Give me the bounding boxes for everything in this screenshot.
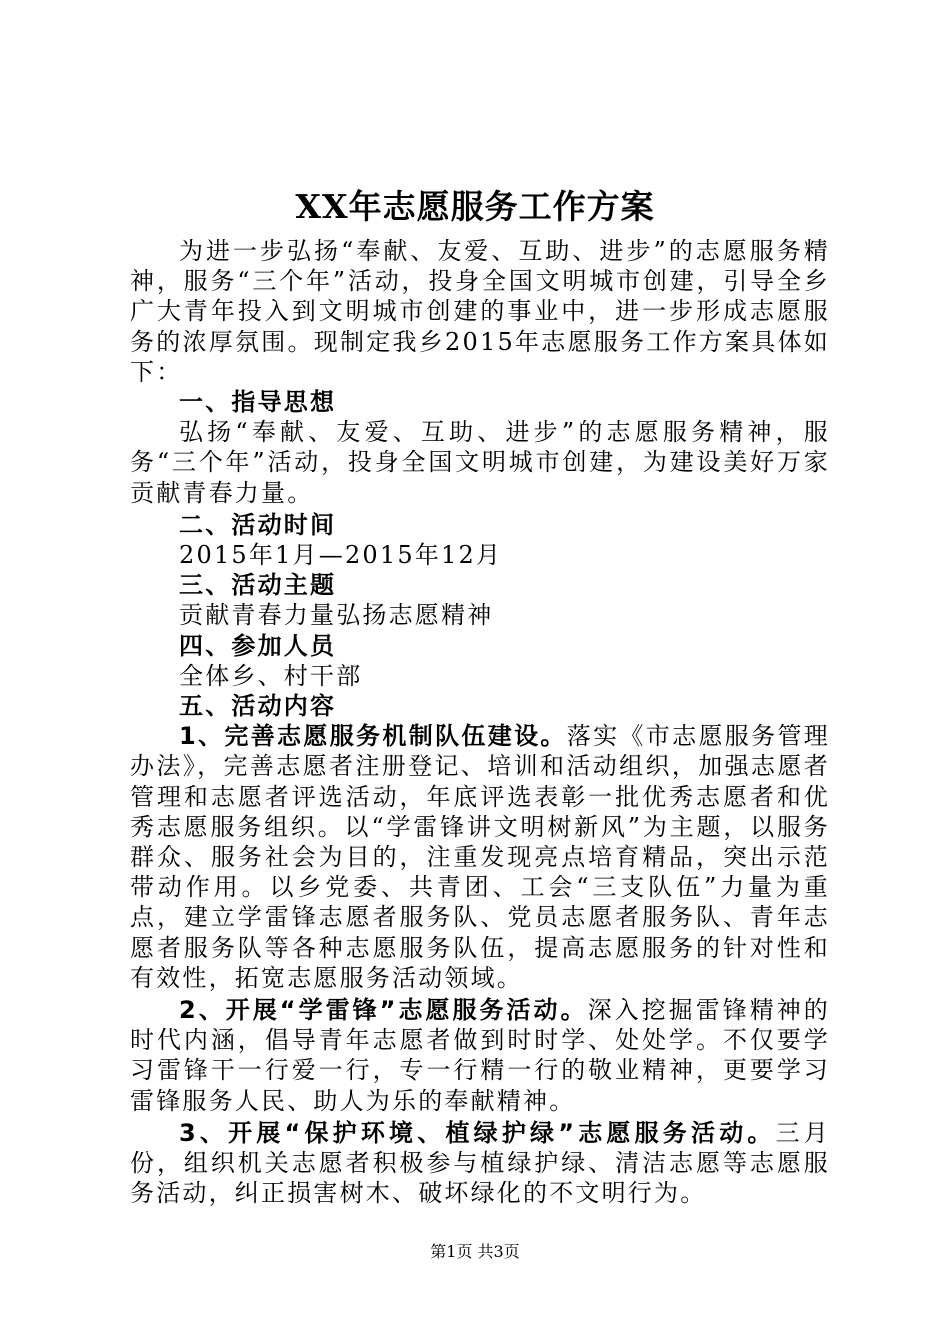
document-title: XX年志愿服务工作方案 <box>295 187 655 226</box>
section-text-theme: 贡献青春力量弘扬志愿精神 <box>179 601 494 630</box>
content-item <box>130 1118 830 1209</box>
content-item-lead: 1、完善志愿服务机制队伍建设。 <box>179 722 567 751</box>
content-item-lead: 3、开展“保护环境、植绿护绿”志愿服务活动。 <box>179 1118 776 1147</box>
section-heading-content: 五、活动内容 <box>179 692 337 721</box>
section-heading-theme: 三、活动主题 <box>179 571 337 600</box>
section-heading-time: 二、活动时间 <box>179 510 337 539</box>
section-text-participants: 全体乡、村干部 <box>179 661 363 690</box>
content-item-text: 三月份，组织机关志愿者积极参与植绿护绿、清洁志愿等志愿服务活动，纠正损害树木、破坏绿化的不文明行为。 <box>130 1118 830 1208</box>
content-item-lead: 2、开展“学雷锋”志愿服务活动。 <box>179 996 588 1025</box>
content-item <box>130 995 830 1116</box>
intro-paragraph: 为进一步弘扬“奉献、友爱、互助、进步”的志愿服务精神，服务“三个年”活动，投身全国文明城市创建，引导全乡广大青年投入到文明城市创建的事业中，进一步形成志愿服务的浓厚氛围。现制定我乡2015年志愿服务工作方案具体如下： <box>130 237 830 386</box>
section-text-guiding: 弘扬“奉献、友爱、互助、进步”的志愿服务精神，服务“三个年”活动，投身全国文明城市创建，为建设美好万家贡献青春力量。 <box>130 418 830 507</box>
section-heading-guiding: 一、指导思想 <box>179 388 337 417</box>
section-text-time: 2015年1月—2015年12月 <box>179 541 503 570</box>
section-heading-participants: 四、参加人员 <box>179 631 337 660</box>
content-item-text: 深入挖掘雷锋精神的时代内涵，倡导青年志愿者做到时时学、处处学。不仅要学习雷锋干一行爱一行，专一行精一行的敬业精神，更要学习雷锋服务人民、助人为乐的奉献精神。 <box>130 996 830 1115</box>
page-footer: 第1页 共3页 <box>430 1242 520 1261</box>
document-body <box>130 236 830 1209</box>
content-item-text: 落实《市志愿服务管理办法》，完善志愿者注册登记、培训和活动组织，加强志愿者管理和志愿者评选活动，年底评选表彰一批优秀志愿者和优秀志愿服务组织。以“学雷锋讲文明树新风”为主题，以服务群众、服务社会为目的，注重发现亮点培育精品，突出示范带动作用。以乡党委、共青团、工会“三支队伍”力量为重点，建立学雷锋志愿者服务队、党员志愿者服务队、青年志愿者服务队等各种志愿服务队伍，提高志愿服务的针对性和有效性，拓宽志愿服务活动领域。 <box>130 722 831 992</box>
content-item <box>130 721 830 993</box>
